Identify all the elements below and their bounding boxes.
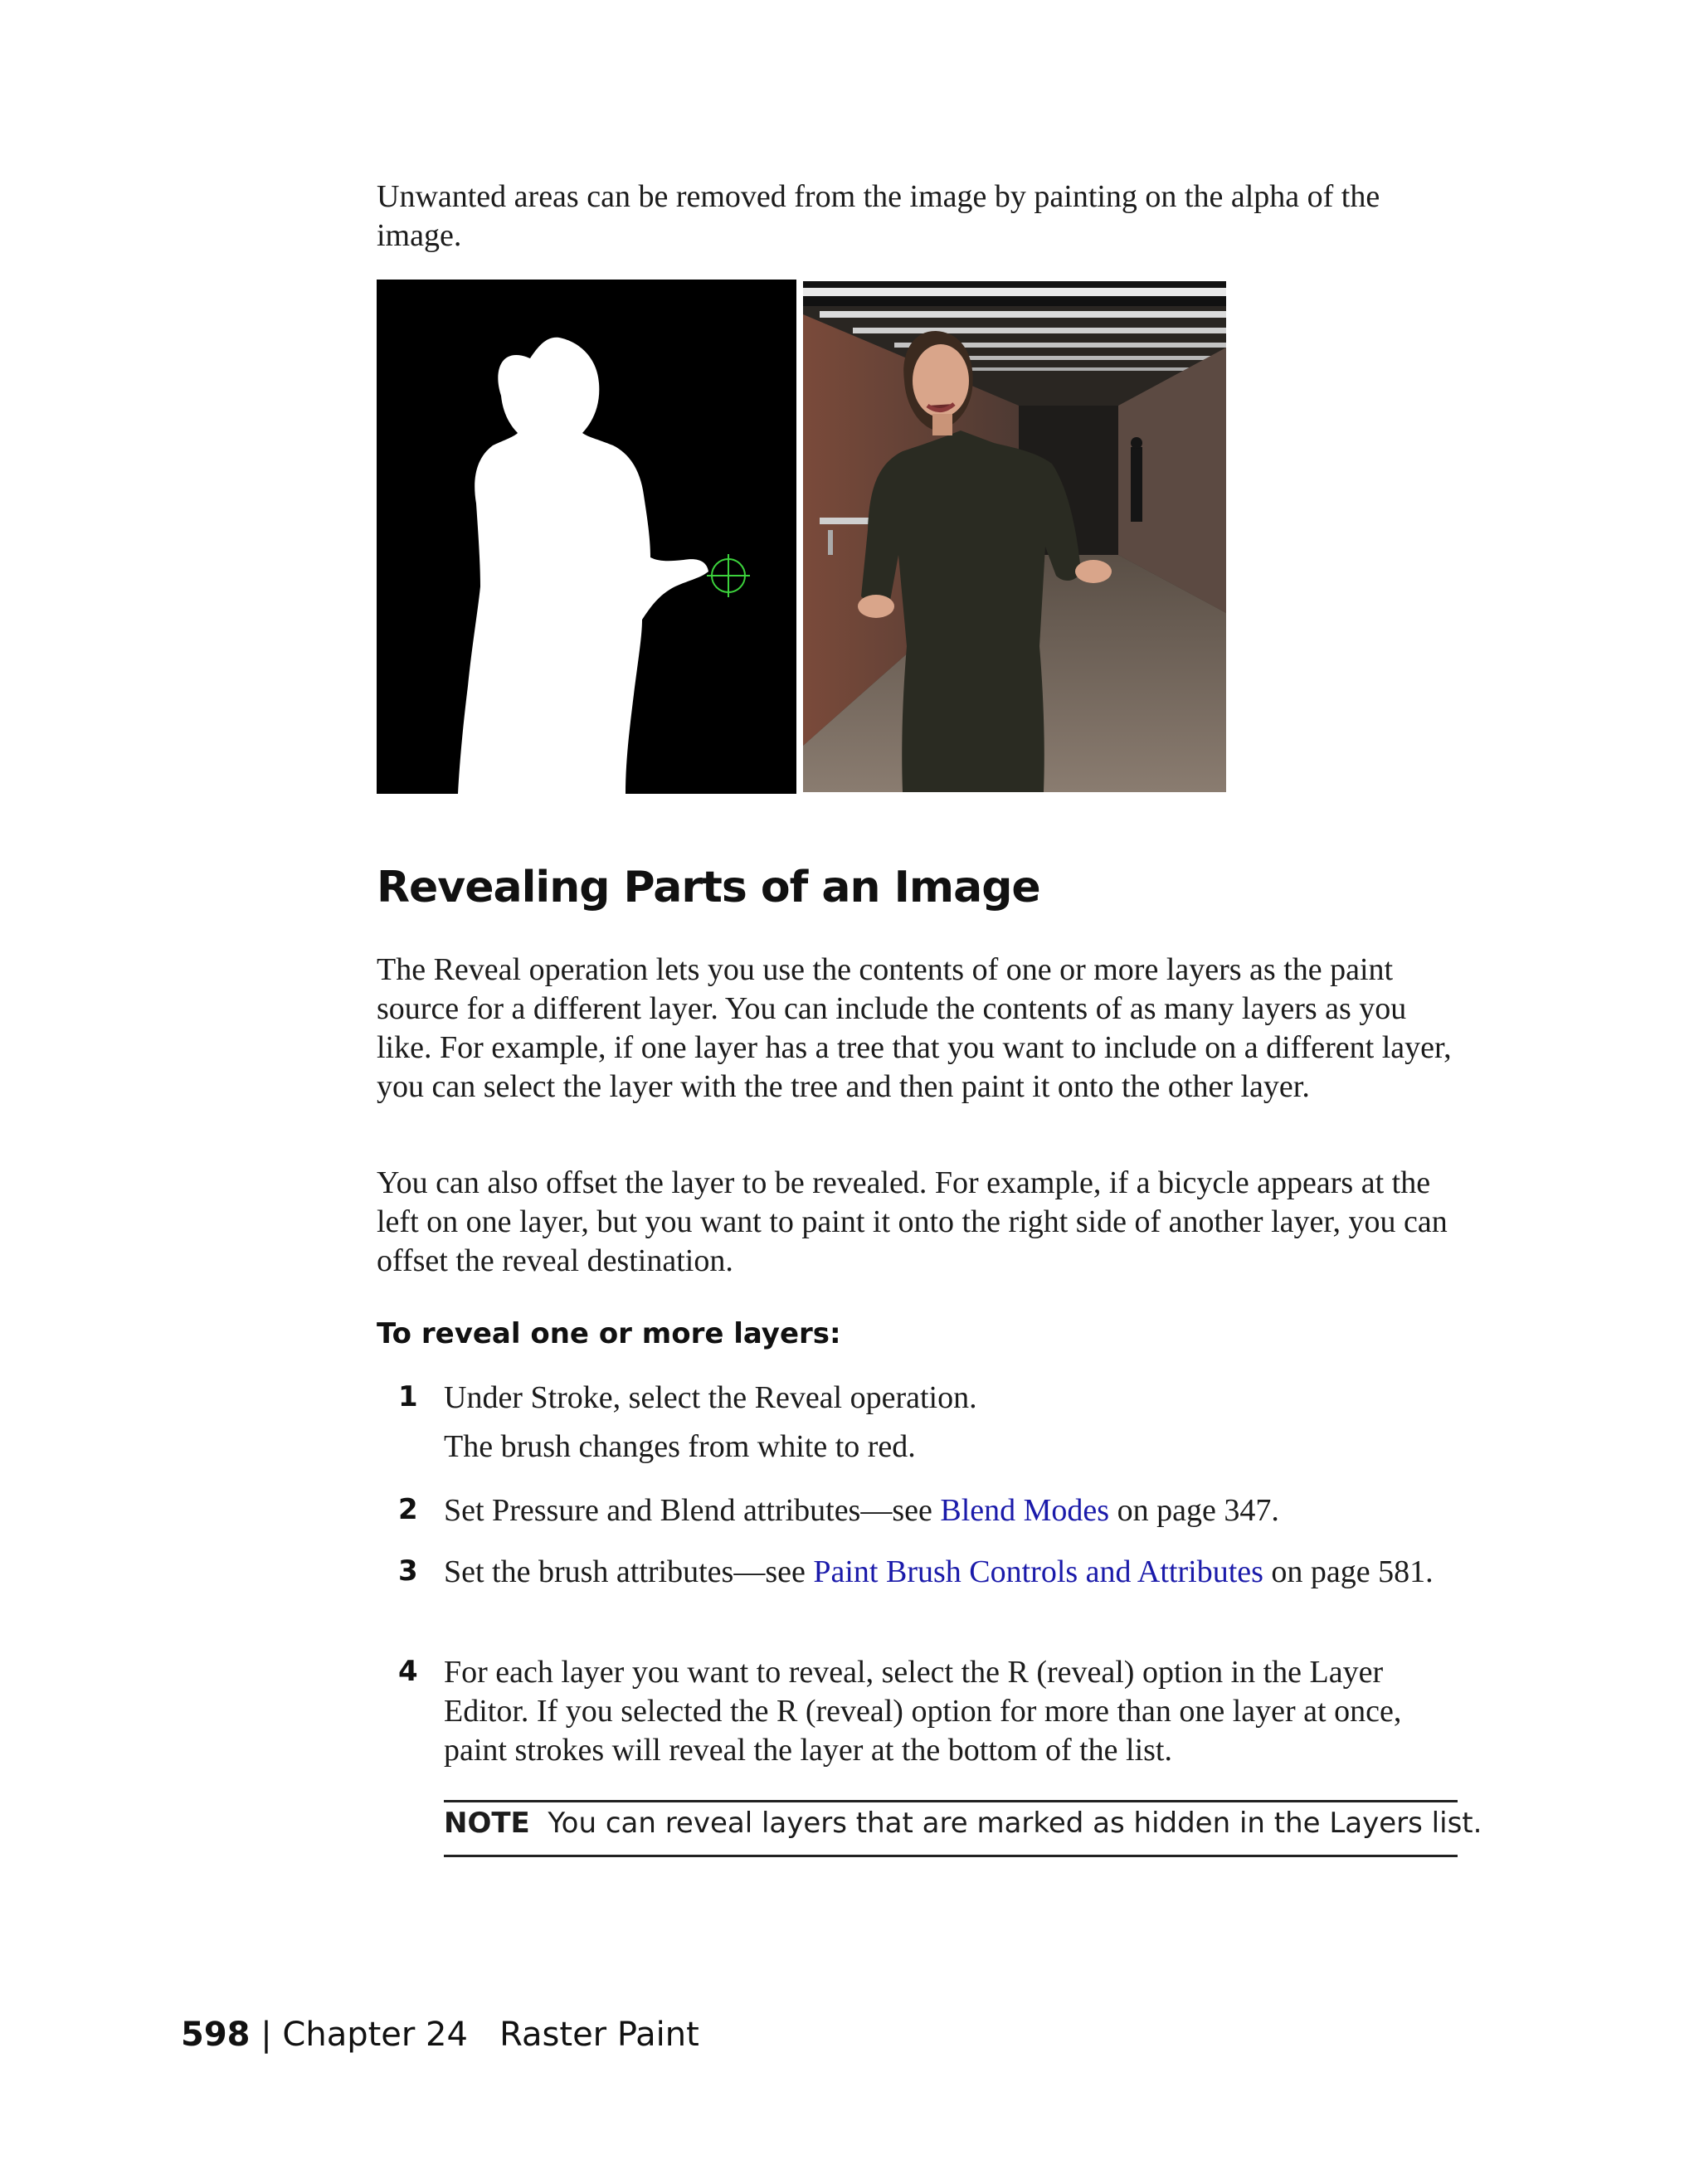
step-number: 2 xyxy=(398,1493,418,1526)
paragraph-reveal-intro: The Reveal operation lets you use the contents of one or more layers as the paint source for a different layer. You can include the contents of as many layers as you like. For example, if one layer has a tree that you want to include on a different layer, you can select the layer with the tree and then paint it onto the other layer. xyxy=(377,952,1452,1104)
page-footer xyxy=(181,2016,699,2054)
blend-modes-link[interactable]: Blend Modes xyxy=(940,1493,1110,1528)
procedure-title: To reveal one or more layers: xyxy=(377,1317,841,1350)
silhouette-graphic xyxy=(377,280,796,794)
chapter-label: Chapter 24 xyxy=(282,2016,468,2054)
footer-separator: | xyxy=(260,2016,272,2054)
note xyxy=(444,1807,1482,1840)
step-number: 4 xyxy=(398,1655,418,1688)
note-top-rule xyxy=(444,1800,1458,1802)
step-text-post: on page 581. xyxy=(1263,1554,1434,1589)
step-number: 1 xyxy=(398,1380,418,1413)
section-heading: Revealing Parts of an Image xyxy=(377,863,1040,912)
paint-brush-controls-link[interactable]: Paint Brush Controls and Attributes xyxy=(813,1554,1263,1589)
photo-graphic xyxy=(803,281,1226,792)
paragraph-offset: You can also offset the layer to be revealed. For example, if a bicycle appears at the left on one layer, but you want to paint it onto the right side of another layer, you can offset the reveal destination. xyxy=(377,1165,1448,1278)
note-text: You can reveal layers that are marked as hidden in the Layers list. xyxy=(548,1807,1482,1840)
step-text-pre: Set Pressure and Blend attributes—see xyxy=(444,1493,941,1528)
composited-photo xyxy=(803,281,1226,792)
chapter-title: Raster Paint xyxy=(499,2016,699,2054)
page-number: 598 xyxy=(181,2016,251,2054)
note-label: NOTE xyxy=(444,1807,530,1840)
step-text xyxy=(444,1491,1460,1530)
step-result: The brush changes from white to red. xyxy=(444,1429,916,1464)
step-text xyxy=(444,1553,1460,1592)
step-text-post: on page 347. xyxy=(1109,1493,1279,1528)
intro-paragraph: Unwanted areas can be removed from the image by painting on the alpha of the image. xyxy=(377,179,1380,253)
note-bottom-rule xyxy=(444,1855,1458,1857)
step-text: For each layer you want to reveal, select the R (reveal) option in the Layer Editor. If you selected the R (reveal) option for more than one layer at once, paint strokes will reveal the layer at the bottom of the list. xyxy=(444,1655,1402,1768)
step-text-pre: Set the brush attributes—see xyxy=(444,1554,814,1589)
alpha-matte-image xyxy=(377,280,796,794)
step-text: Under Stroke, select the Reveal operation. xyxy=(444,1380,977,1415)
step-number: 3 xyxy=(398,1554,418,1588)
